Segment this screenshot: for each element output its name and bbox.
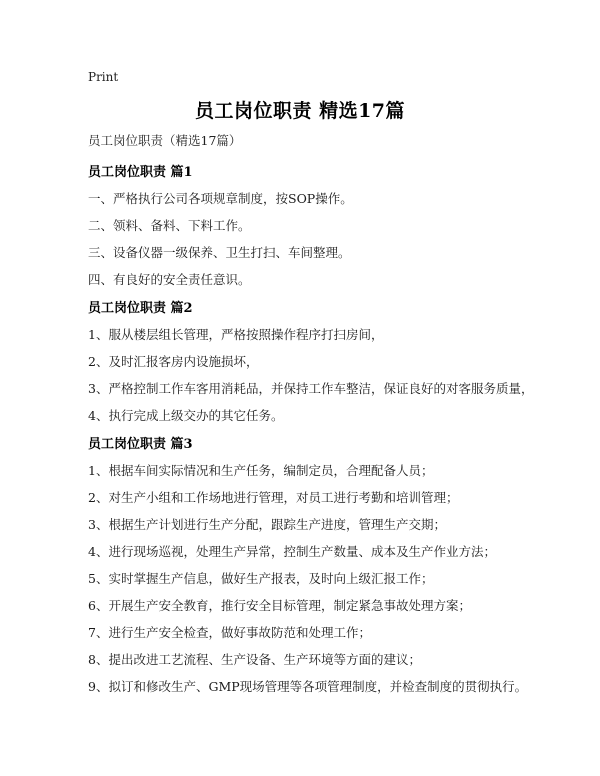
list-item: 2、对生产小组和工作场地进行管理，对员工进行考勤和培训管理；: [88, 490, 459, 505]
list-item: 3、根据生产计划进行生产分配，跟踪生产进度，管理生产交期；: [88, 517, 446, 532]
list-item: 7、进行生产安全检查，做好事故防范和处理工作；: [88, 625, 371, 640]
page-subtitle: 员工岗位职责（精选17篇）: [88, 133, 242, 148]
list-item: 9、拟订和修改生产、GMP现场管理等各项管理制度，并检查制度的贯彻执行。: [88, 679, 528, 694]
page-title: 员工岗位职责 精选17篇: [194, 100, 406, 122]
list-item: 三、设备仪器一级保养、卫生打扫、车间整理。: [88, 245, 351, 260]
print-label: Print: [88, 70, 119, 84]
list-item: 3、严格控制工作车客用消耗品，并保持工作车整洁，保证良好的对客服务质量，: [88, 381, 534, 396]
list-item: 8、提出改进工艺流程、生产设备、生产环境等方面的建议；: [88, 652, 421, 667]
list-item: 6、开展生产安全教育，推行安全目标管理，制定紧急事故处理方案；: [88, 598, 471, 613]
section-heading-1: 员工岗位职责 篇1: [88, 165, 193, 180]
list-item: 4、进行现场巡视，处理生产异常，控制生产数量、成本及生产作业方法；: [88, 544, 496, 559]
list-item: 1、根据车间实际情况和生产任务，编制定员，合理配备人员；: [88, 463, 434, 478]
list-item: 四、有良好的安全责任意识。: [88, 272, 251, 287]
section-heading-3: 员工岗位职责 篇3: [88, 437, 193, 452]
list-item: 2、及时汇报客房内设施损坏，: [88, 354, 259, 369]
list-item: 1、服从楼层组长管理，严格按照操作程序打扫房间，: [88, 327, 384, 342]
list-item: 5、实时掌握生产信息，做好生产报表，及时向上级汇报工作；: [88, 571, 434, 586]
list-item: 二、领料、备料、下料工作。: [88, 218, 251, 233]
list-item: 一、严格执行公司各项规章制度，按SOP操作。: [88, 191, 353, 206]
list-item: 4、执行完成上级交办的其它任务。: [88, 408, 284, 423]
section-heading-2: 员工岗位职责 篇2: [88, 301, 193, 316]
